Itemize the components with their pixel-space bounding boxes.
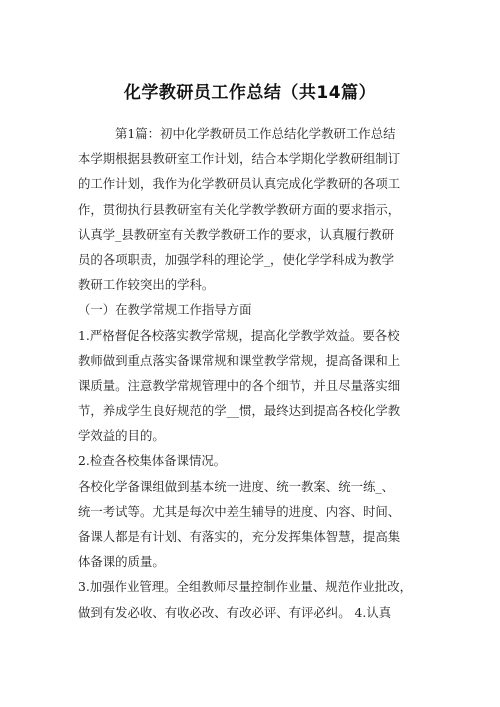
paragraph-line: 体备课的质量。 (78, 554, 165, 570)
paragraph-line: 做到有发必收、有收必改、有改必评、有评必纠。 4.认真 (78, 604, 392, 620)
paragraph-line: 课质量。注意教学常规管理中的各个细节，并且尽量落实细 (78, 377, 401, 393)
document-body (78, 121, 434, 625)
paragraph-line: 学效益的目的。 (78, 428, 165, 444)
paragraph-line: 教研工作较突出的学科。 (78, 277, 215, 293)
paragraph-line: 2.检查各校集体备课情况。 (78, 453, 227, 469)
paragraph-line: 认真学_县教研室有关教学教研工作的要求，认真履行教研 (78, 226, 394, 242)
paragraph-line: 各校化学备课组做到基本统一进度、统一教案、统一练_、 (78, 478, 394, 494)
paragraph-line: 本学期根据县教研室工作计划，结合本学期化学教研组制订 (78, 151, 401, 167)
paragraph-line: 统一考试等。尤其是每次中差生辅导的进度、内容、时间、 (78, 503, 401, 519)
paragraph-line: 3.加强作业管理。全组教师尽量控制作业量、规范作业批改， (78, 579, 412, 595)
paragraph-line: 作，贯彻执行县教研室有关化学教学教研方面的要求指示， (78, 201, 401, 217)
paragraph-line: 1.严格督促各校落实教学常规，提高化学教学效益。要各校 (78, 327, 400, 343)
paragraph-line: 节，养成学生良好规范的学__惯，最终达到提高各校化学教 (78, 403, 401, 419)
section-heading: （一）在教学常规工作指导方面 (78, 302, 252, 318)
paragraph-line: 备课人都是有计划、有落实的，充分发挥集体智慧，提高集 (78, 529, 401, 544)
paragraph-line: 员的各项职责，加强学科的理论学_，使化学学科成为教学 (78, 251, 394, 267)
paragraph-line: 第1篇：初中化学教研员工作总结化学教研工作总结 (115, 126, 396, 141)
paragraph-line: 教师做到重点落实备课常规和课堂教学常规，提高备课和上 (78, 352, 401, 368)
document-title: 化学教研员工作总结（共14篇） (123, 83, 377, 103)
paragraph-line: 的工作计划，我作为化学教研员认真完成化学教研的各项工 (78, 176, 401, 192)
